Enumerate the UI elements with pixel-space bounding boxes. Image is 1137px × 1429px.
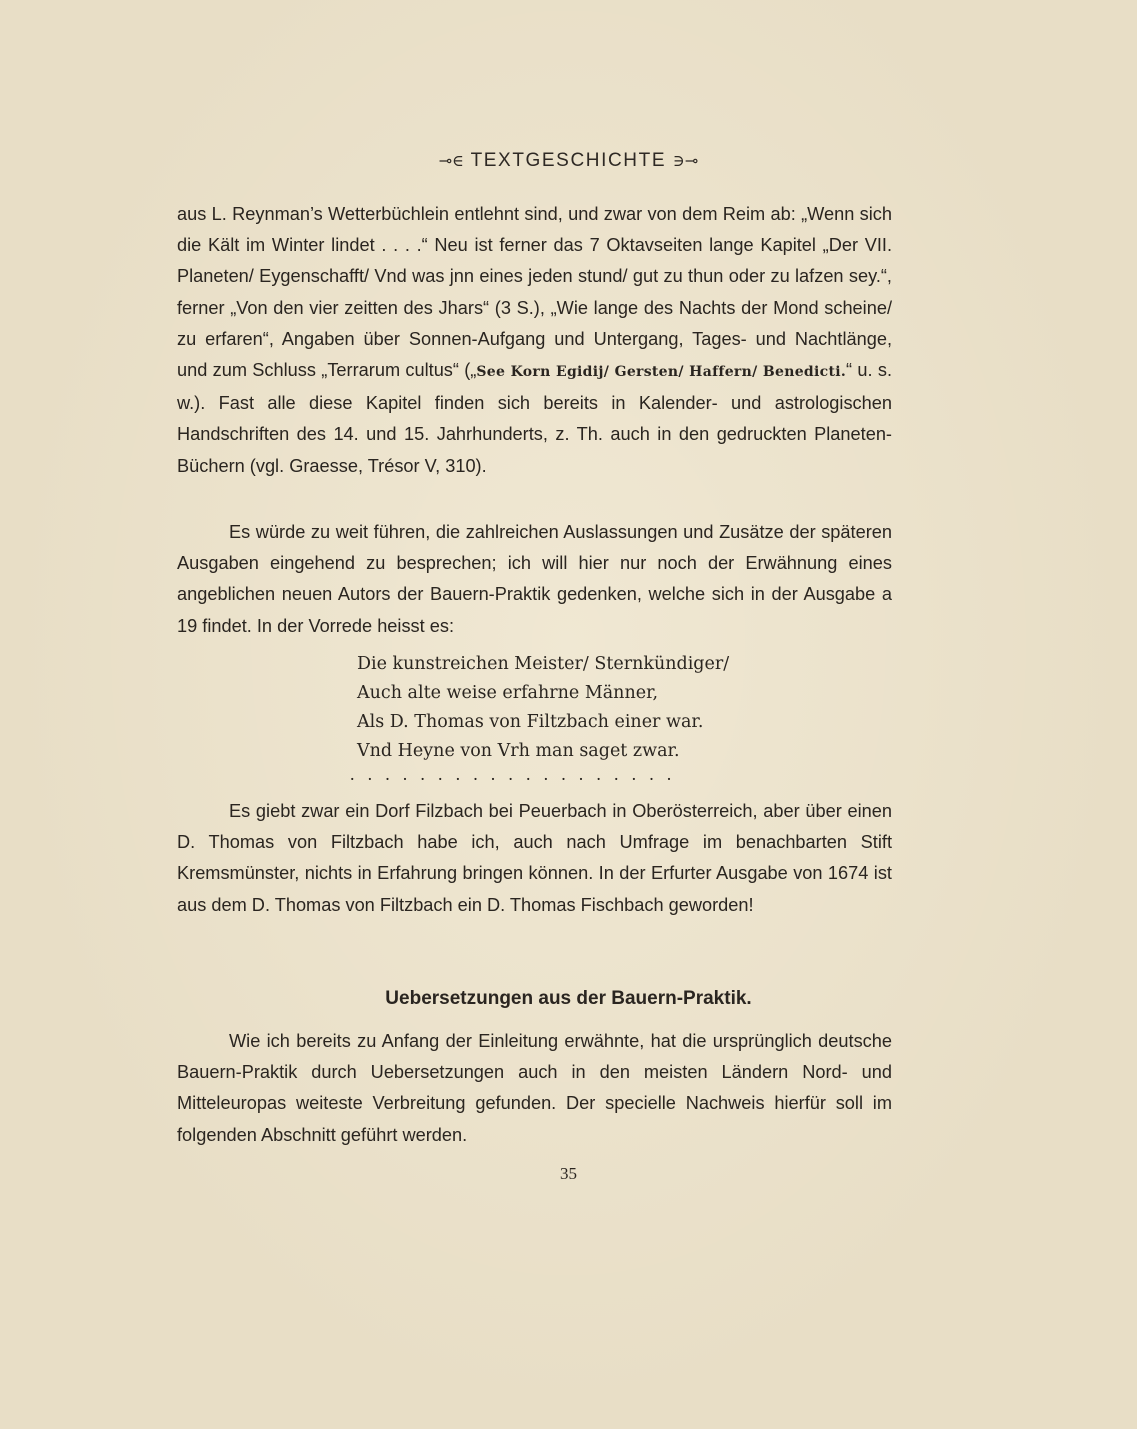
header-title: TEXTGESCHICHTE [470, 150, 667, 171]
paragraph-3 [177, 796, 892, 921]
header-ornament-right-icon: ∋⊸ [672, 151, 699, 170]
verse-line: Vnd Heyne von Vrh man saget zwar. [357, 741, 680, 761]
paragraph-1 [177, 199, 892, 482]
running-header [0, 150, 1137, 172]
verse-line: Als D. Thomas von Filtzbach einer war. [357, 712, 704, 732]
page-number: 35 [560, 1164, 577, 1183]
paragraph-1-text-b: “ u. s. w.). Fast alle diese Kapitel finden sich bereits in Kalender- und astrologischen Handschriften des 14. und 15. Jahrhunderts, z. Th. auch in den gedruckten Planeten-Büchern (vgl. Graesse, Trésor V, 310). [177, 360, 892, 476]
paragraph-1-text-a: aus L. Reynman’s Wetterbüchlein entlehnt sind, und zwar von dem Reim ab: „Wenn sich die Kält im Winter lindet . . . .“ Neu ist ferner das 7 Oktavseiten lange Kapitel „Der VII. Planeten/ Eygenschafft/ Vnd was jnn eines jeden stund/ gut zu thun oder zu lafzen sey.“, ferner „Von den vier zeitten des Jhars“ (3 S.), „Wie lange des Nachts der Mond scheine/ zu erfaren“, Angaben über Sonnen-Aufgang und Untergang, Tages- und Nachtlänge, und zum Schluss „Terrarum cultus“ („ [177, 204, 892, 381]
paragraph-3-text: Es giebt zwar ein Dorf Filzbach bei Peuerbach in Oberösterreich, aber über einen D. Thomas von Filtzbach habe ich, auch nach Umfrage im benachbarten Stift Kremsmünster, nichts in Erfahrung bringen können. In der Erfurter Ausgabe von 1674 ist aus dem D. Thomas von Filtzbach ein D. Thomas Fischbach geworden! [177, 801, 892, 915]
verse-quote [357, 650, 729, 766]
paragraph-2-text: Es würde zu weit führen, die zahlreichen Auslassungen und Zusätze der späteren Ausgaben eingehend zu besprechen; ich will hier nur noch der Erwähnung eines angeblichen neuen Autors der Bauern-Praktik gedenken, welche sich in der Ausgabe a 19 findet. In der Vorrede heisst es: [177, 522, 892, 636]
verse-ellipsis: ................... [350, 764, 685, 784]
blackletter-quote: See Korn Egidij/ Gersten/ Haffern/ Benedicti. [476, 364, 847, 381]
verse-line: Auch alte weise erfahrne Männer, [357, 683, 659, 703]
paragraph-2 [177, 517, 892, 642]
header-ornament-left-icon: ⊸∈ [438, 151, 465, 170]
paragraph-4-text: Wie ich bereits zu Anfang der Einleitung erwähnte, hat die ursprünglich deutsche Bauern-Praktik durch Uebersetzungen auch in den meisten Ländern Nord- und Mitteleuropas weiteste Verbreitung gefunden. Der specielle Nachweis hierfür soll im folgenden Abschnitt geführt werden. [177, 1031, 892, 1145]
section-heading: Uebersetzungen aus der Bauern-Praktik. [385, 988, 752, 1009]
verse-line: Die kunstreichen Meister/ Sternkündiger/ [357, 654, 730, 674]
paragraph-4 [177, 1026, 892, 1151]
